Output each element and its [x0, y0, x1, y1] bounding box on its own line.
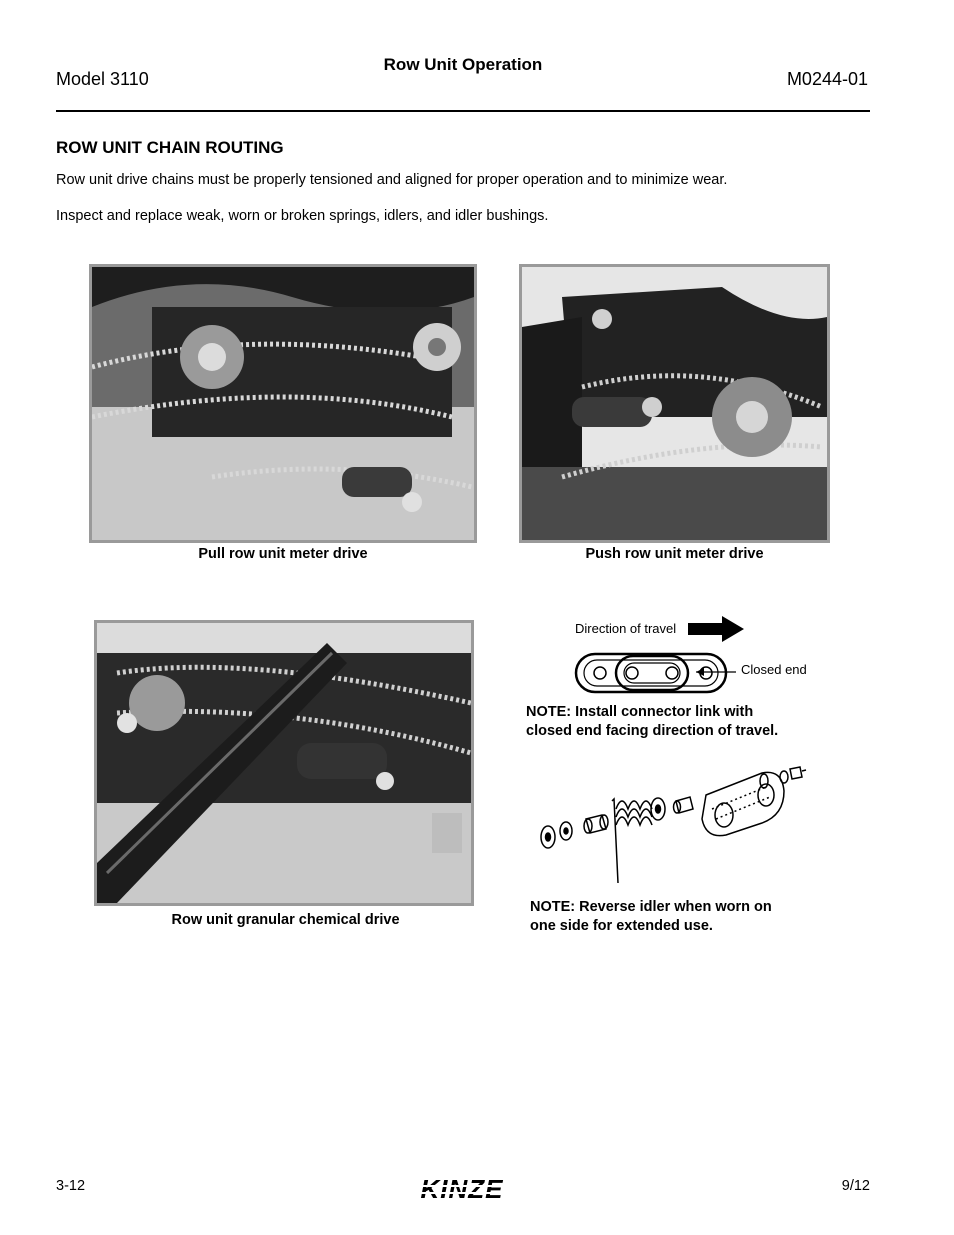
pull-meter-drive-photo [89, 264, 477, 543]
granular-chemical-drive-photo [94, 620, 474, 906]
push-meter-drive-caption: Push row unit meter drive [585, 546, 764, 562]
section-heading: Row Unit Operation [383, 55, 543, 74]
idler-reverse-note [530, 898, 772, 936]
paragraph-inspect: Inspect and replace weak, worn or broken springs, idlers, and idler bushings. [56, 208, 549, 224]
page-title: ROW UNIT CHAIN ROUTING [56, 138, 284, 157]
document-number: M0244-01 [786, 69, 868, 89]
direction-arrow-icon [686, 614, 746, 644]
model-label: Model 3110 [56, 69, 149, 89]
idler-note-line-1: NOTE: Reverse idler when worn on [530, 899, 772, 915]
pull-meter-drive-caption: Pull row unit meter drive [198, 546, 368, 562]
connector-note-line-2: closed end facing direction of travel. [526, 723, 779, 739]
header-rule [56, 110, 870, 112]
push-meter-drive-photo [519, 264, 830, 543]
closed-end-label: Closed end [741, 662, 807, 677]
connector-note-line-1: NOTE: Install connector link with [526, 704, 754, 720]
paragraph-tension: Row unit drive chains must be properly tensioned and aligned for proper operation and to minimize wear. [56, 172, 728, 188]
connector-link-note [526, 703, 778, 741]
direction-of-travel-label: Direction of travel [575, 621, 677, 636]
page-number: 3-12 [56, 1178, 86, 1194]
idler-exploded-view-icon [530, 765, 810, 887]
granular-chemical-drive-caption: Row unit granular chemical drive [171, 912, 400, 928]
kinze-logo-icon [404, 1176, 524, 1204]
kinze-logo-text: KINZE [420, 1176, 504, 1204]
connector-link-icon [574, 650, 744, 696]
revision-date: 9/12 [841, 1178, 870, 1194]
idler-note-line-2: one side for extended use. [530, 918, 713, 934]
